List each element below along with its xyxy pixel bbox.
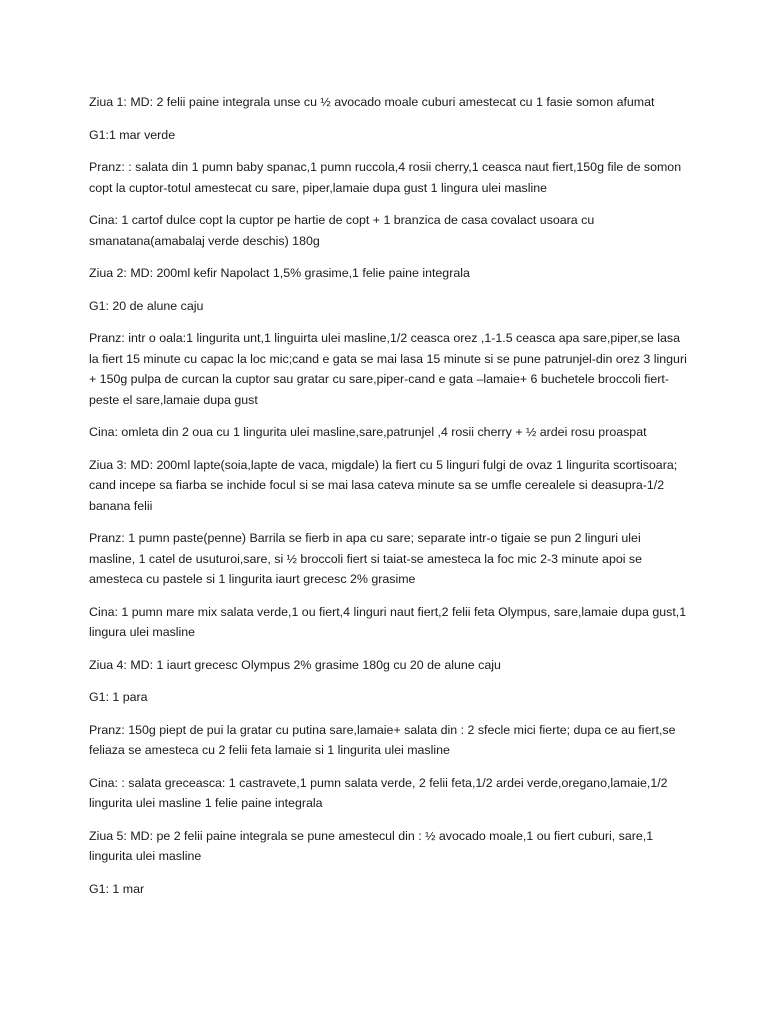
paragraph-day3-breakfast: Ziua 3: MD: 200ml lapte(soia,lapte de vaca, migdale) la fiert cu 5 linguri fulgi de ovaz 1 lingurita scortisoara; cand incepe sa fiarba se inchide focul si se mai lasa cateva minute sa se umfle cerealele si deasupra-1/2 banana felii [89, 457, 678, 513]
document-page [89, 92, 689, 911]
paragraph-day2-snack: G1: 20 de alune caju [89, 298, 204, 313]
paragraph-day1-dinner: Cina: 1 cartof dulce copt la cuptor pe hartie de copt + 1 branzica de casa covalact usoara cu smanatana(amabalaj verde deschis) 180g [89, 213, 595, 248]
paragraph-day2-dinner: Cina: omleta din 2 oua cu 1 lingurita ulei masline,sare,patrunjel ,4 rosii cherry + ½ ardei rosu proaspat [89, 425, 647, 439]
paragraph-day5-snack: G1: 1 mar [89, 881, 145, 896]
paragraph-day3-dinner: Cina: 1 pumn mare mix salata verde,1 ou fiert,4 linguri naut fiert,2 felii feta Olympus, sare,lamaie dupa gust,1 lingura ulei masline [89, 604, 687, 639]
paragraph-day5-breakfast: Ziua 5: MD: pe 2 felii paine integrala se pune amestecul din : ½ avocado moale,1 ou fiert cuburi, sare,1 lingurita ulei masline [89, 828, 654, 863]
paragraph-day2-lunch: Pranz: intr o oala:1 lingurita unt,1 linguirta ulei masline,1/2 ceasca orez ,1-1.5 ceasca apa sare,piper,se lasa la fiert 15 minute cu capac la loc mic;cand e gata se mai lasa 15 minute si se pune patrunjel-din orez 3 linguri + 150g pulpa de curcan la cuptor sau gratar cu sare,piper-cand e gata –lamaie+ 6 buchetele broccoli fiert-peste el sare,lamaie dupa gust [89, 331, 687, 407]
paragraph-day1-lunch: Pranz: : salata din 1 pumn baby spanac,1 pumn ruccola,4 rosii cherry,1 ceasca naut fiert,150g file de somon copt la cuptor-totul amestecat cu sare, piper,lamaie dupa gust 1 lingura ulei masline [89, 160, 682, 195]
paragraph-day4-snack: G1: 1 para [89, 690, 148, 704]
paragraph-day4-lunch: Pranz: 150g piept de pui la gratar cu putina sare,lamaie+ salata din : 2 sfecle mici fierte; dupa ce au fiert,se feliaza se amesteca cu 2 felii feta lamaie si 1 lingurita ulei masline [89, 722, 676, 757]
paragraph-day1-snack: G1:1 mar verde [89, 127, 176, 142]
paragraph-day4-breakfast: Ziua 4: MD: 1 iaurt grecesc Olympus 2% grasime 180g cu 20 de alune caju [89, 657, 501, 672]
paragraph-day4-dinner: Cina: : salata greceasca: 1 castravete,1 pumn salata verde, 2 felii feta,1/2 ardei verde,oregano,lamaie,1/2 lingurita ulei masline 1 felie paine integrala [89, 775, 668, 810]
paragraph-day1-breakfast: Ziua 1: MD: 2 felii paine integrala unse cu ½ avocado moale cuburi amestecat cu 1 fasie somon afumat [89, 95, 655, 109]
paragraph-day2-breakfast: Ziua 2: MD: 200ml kefir Napolact 1,5% grasime,1 felie paine integrala [89, 266, 470, 280]
paragraph-day3-lunch: Pranz: 1 pumn paste(penne) Barrila se fierb in apa cu sare; separate intr-o tigaie se pun 2 linguri ulei masline, 1 catel de usuturoi,sare, si ½ broccoli fiert si taiat-se amesteca la foc mic 2-3 minute apoi se amesteca cu pastele si 1 lingurita iaurt grecesc 2% grasime [89, 531, 643, 586]
